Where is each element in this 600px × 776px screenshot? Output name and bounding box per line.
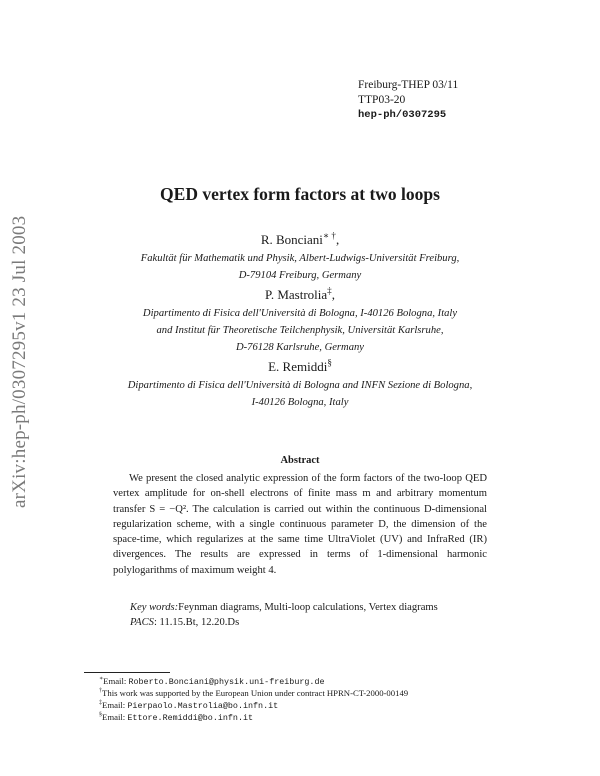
author-marks: § <box>327 357 332 368</box>
affiliation-line: Fakultät für Mathematik und Physik, Albert-Ludwigs-Universität Freiburg, <box>140 253 460 264</box>
footnote-email: Ettore.Remiddi@bo.infn.it <box>127 713 254 723</box>
author-name: E. Remiddi <box>268 359 328 374</box>
report-number-freiburg: Freiburg-THEP 03/11 <box>358 79 459 91</box>
pacs-label: PACS <box>130 617 154 628</box>
footnote-email: Roberto.Bonciani@physik.uni-freiburg.de <box>128 677 325 687</box>
abstract-body: We present the closed analytic expression of the form factors of the two-loop QED vertex amplitude for on-shell electrons of finite mass m and arbitrary momentum transfer S = −Q². The calculation is carried out within the continuous D-dimensional regularization scheme, with a single continuous parameter D, the dimension of the space-time, which regularizes at the same time UltraViolet (UV) and InfraRed (IR) divergences. The results are expressed in terms of 1-dimensional harmonic polylogarithms of maximum weight 4. <box>113 473 487 576</box>
report-number-arxiv: hep-ph/0307295 <box>358 109 447 121</box>
footnote-rule <box>84 672 170 673</box>
affiliation-line: I-40126 Bologna, Italy <box>251 397 349 408</box>
author-name: R. Bonciani <box>260 232 323 247</box>
author-name: P. Mastrolia <box>265 287 328 302</box>
keywords-line <box>130 600 438 615</box>
footnote-funding <box>99 688 408 699</box>
affiliation-line: and Institut für Theoretische Teilchenphysik, Universität Karlsruhe, <box>156 325 444 336</box>
pacs-value: : 11.15.Bt, 12.20.Ds <box>153 617 240 628</box>
footnote-prefix: Email: <box>102 712 128 722</box>
footnote-mark: ‡ <box>99 700 103 707</box>
footnote-mastrolia <box>99 700 278 712</box>
footnote-prefix: Email: <box>102 700 128 710</box>
affiliation-line: D-79104 Freiburg, Germany <box>238 270 362 281</box>
author-marks: ∗ † <box>322 230 336 241</box>
footnote-email: Pierpaolo.Mastrolia@bo.infn.it <box>127 701 279 711</box>
footnote-mark: § <box>99 712 103 719</box>
report-number-ttp: TTP03-20 <box>358 94 406 106</box>
footnote-prefix: Email: <box>103 676 129 686</box>
affiliation-line: Dipartimento di Fisica dell'Università di Bologna, I-40126 Bologna, Italy <box>142 308 458 319</box>
author-remiddi <box>0 359 600 375</box>
affiliation-bonciani <box>60 250 540 284</box>
report-numbers <box>358 78 458 123</box>
footnote-mark: ∗ <box>99 676 104 683</box>
affiliation-line: Dipartimento di Fisica dell'Università di Bologna and INFN Sezione di Bologna, <box>127 380 473 391</box>
pacs-line <box>130 615 438 630</box>
footnote-text: This work was supported by the European Union under contract HPRN-CT-2000-00149 <box>102 688 409 698</box>
affiliation-remiddi <box>40 377 560 411</box>
affiliation-line: D-76128 Karlsruhe, Germany <box>236 342 364 353</box>
author-mastrolia: P. Mastrolia‡, <box>265 285 335 302</box>
author-bonciani: R. Bonciani∗ †, <box>260 230 340 247</box>
keywords-block <box>130 600 438 630</box>
affiliation-mastrolia <box>60 305 540 356</box>
keywords-value: Feynman diagrams, Multi-loop calculations, Vertex diagrams <box>178 602 438 613</box>
footnote-remiddi <box>99 712 253 724</box>
arxiv-side-stamp: arXiv:hep-ph/0307295v1 23 Jul 2003 <box>9 215 30 508</box>
paper-title: QED vertex form factors at two loops <box>160 184 440 204</box>
footnote-mark: † <box>99 688 103 695</box>
footnote-bonciani <box>99 676 325 688</box>
author-marks: ‡ <box>327 285 332 296</box>
keywords-label: Key words: <box>130 602 179 613</box>
abstract-heading: Abstract <box>280 455 320 466</box>
